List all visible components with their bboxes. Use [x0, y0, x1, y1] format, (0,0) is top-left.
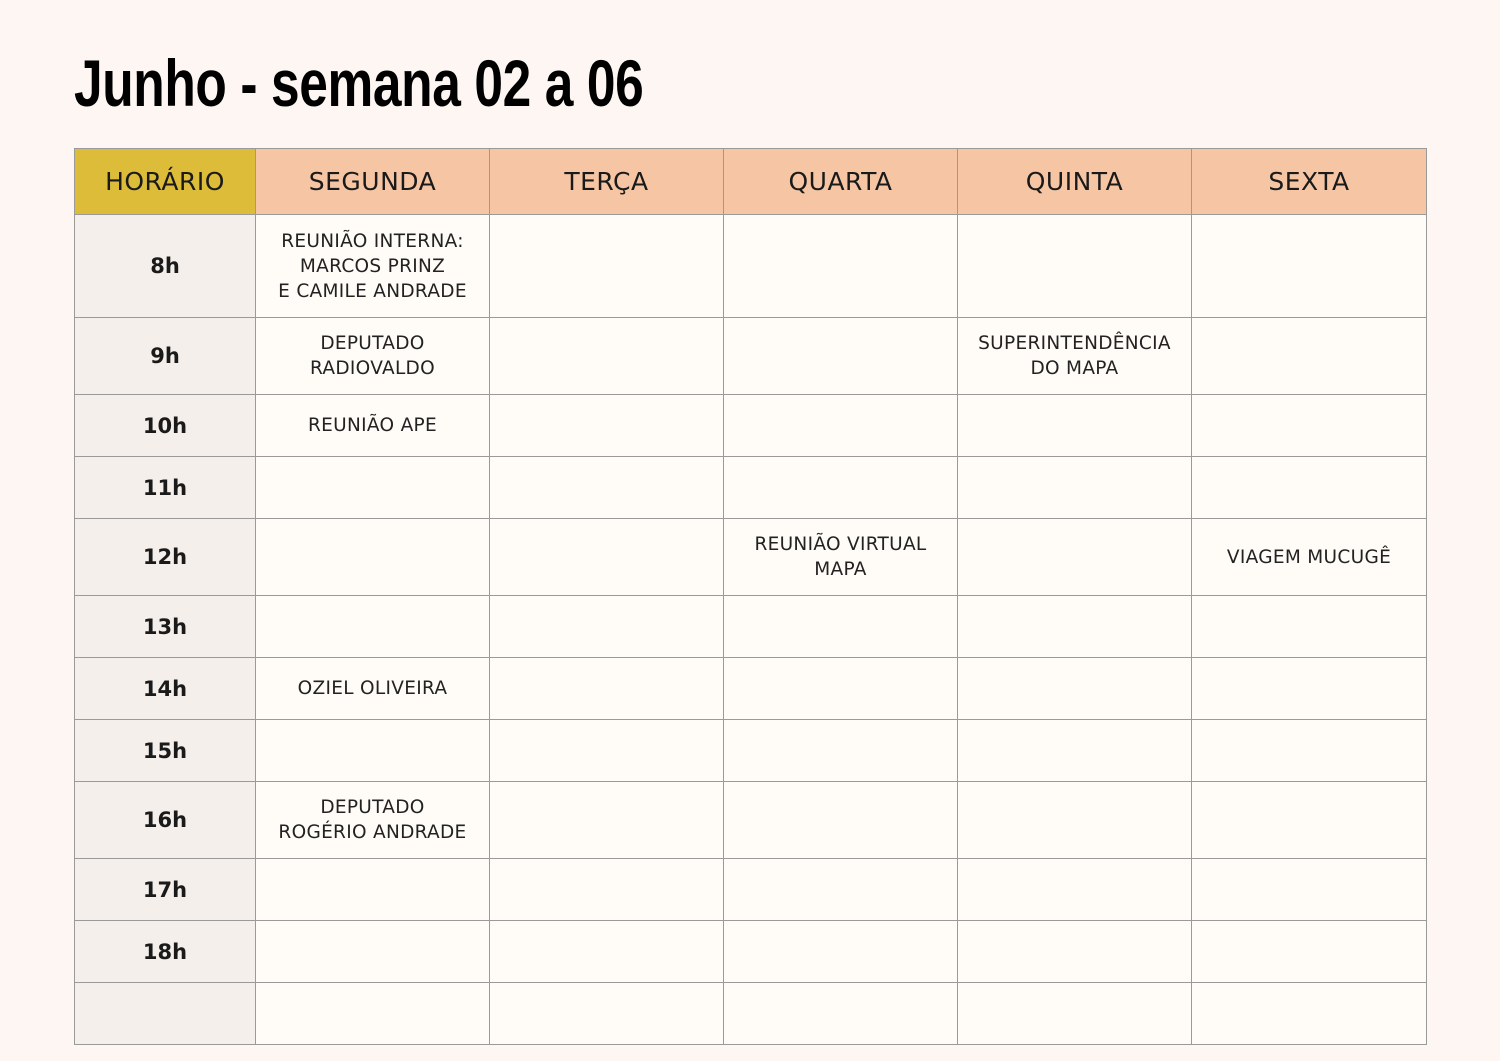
time-cell: 11h: [75, 457, 256, 519]
time-cell: 9h: [75, 318, 256, 395]
schedule-cell: REUNIÃO INTERNA: MARCOS PRINZ E CAMILE ANDRADE: [256, 215, 490, 318]
time-cell: 13h: [75, 596, 256, 658]
schedule-cell: [958, 596, 1192, 658]
time-cell: 14h: [75, 658, 256, 720]
schedule-cell: [724, 457, 958, 519]
header-row: [75, 149, 1427, 215]
table-row: [75, 983, 1427, 1045]
schedule-cell: [1192, 395, 1427, 457]
time-cell: [75, 983, 256, 1045]
schedule-cell: [490, 983, 724, 1045]
time-cell: 10h: [75, 395, 256, 457]
schedule-cell: SUPERINTENDÊNCIA DO MAPA: [958, 318, 1192, 395]
schedule-cell: [958, 859, 1192, 921]
table-row: [75, 318, 1427, 395]
schedule-cell: [1192, 658, 1427, 720]
schedule-cell: [490, 596, 724, 658]
schedule-cell: [256, 596, 490, 658]
time-cell: 8h: [75, 215, 256, 318]
schedule-cell: [490, 215, 724, 318]
schedule-cell: [256, 921, 490, 983]
table-row: [75, 519, 1427, 596]
time-cell: 16h: [75, 782, 256, 859]
schedule-cell: [958, 658, 1192, 720]
schedule-cell: [1192, 457, 1427, 519]
schedule-cell: [958, 519, 1192, 596]
header-day-terca: TERÇA: [490, 149, 724, 215]
table-row: [75, 782, 1427, 859]
time-cell: 18h: [75, 921, 256, 983]
schedule-cell: [958, 215, 1192, 318]
schedule-cell: [1192, 859, 1427, 921]
schedule-cell: [490, 318, 724, 395]
schedule-cell: OZIEL OLIVEIRA: [256, 658, 490, 720]
header-day-segunda: SEGUNDA: [256, 149, 490, 215]
schedule-cell: [1192, 782, 1427, 859]
schedule-cell: [1192, 983, 1427, 1045]
schedule-cell: [256, 457, 490, 519]
schedule-cell: [724, 596, 958, 658]
schedule-body: [75, 215, 1427, 1045]
schedule-cell: DEPUTADO RADIOVALDO: [256, 318, 490, 395]
time-cell: 12h: [75, 519, 256, 596]
time-cell: 17h: [75, 859, 256, 921]
header-day-quinta: QUINTA: [958, 149, 1192, 215]
schedule-cell: [724, 395, 958, 457]
schedule-cell: [724, 318, 958, 395]
header-time: HORÁRIO: [75, 149, 256, 215]
schedule-cell: [490, 395, 724, 457]
schedule-cell: REUNIÃO VIRTUAL MAPA: [724, 519, 958, 596]
time-cell: 15h: [75, 720, 256, 782]
schedule-cell: [1192, 318, 1427, 395]
schedule-cell: [490, 658, 724, 720]
schedule-cell: [256, 859, 490, 921]
page-title: Junho - semana 02 a 06: [74, 46, 644, 120]
table-row: [75, 720, 1427, 782]
weekly-schedule-table: [74, 148, 1427, 1045]
table-row: [75, 457, 1427, 519]
schedule-cell: [724, 720, 958, 782]
schedule-cell: [724, 921, 958, 983]
schedule-cell: [1192, 215, 1427, 318]
schedule-cell: [958, 921, 1192, 983]
schedule-cell: [490, 859, 724, 921]
schedule-cell: [490, 720, 724, 782]
table-row: [75, 859, 1427, 921]
schedule-cell: [256, 519, 490, 596]
schedule-cell: [1192, 596, 1427, 658]
schedule-cell: [724, 215, 958, 318]
table-row: [75, 921, 1427, 983]
schedule-cell: [1192, 720, 1427, 782]
schedule-cell: [958, 983, 1192, 1045]
schedule-cell: [256, 720, 490, 782]
schedule-cell: [490, 782, 724, 859]
schedule-cell: [490, 921, 724, 983]
schedule-cell: DEPUTADO ROGÉRIO ANDRADE: [256, 782, 490, 859]
schedule-cell: [958, 782, 1192, 859]
schedule-cell: [958, 720, 1192, 782]
schedule-cell: [958, 395, 1192, 457]
table-row: [75, 596, 1427, 658]
schedule-cell: [724, 983, 958, 1045]
header-day-quarta: QUARTA: [724, 149, 958, 215]
header-day-sexta: SEXTA: [1192, 149, 1427, 215]
schedule-cell: [724, 658, 958, 720]
table-row: [75, 215, 1427, 318]
schedule-cell: [1192, 921, 1427, 983]
table-row: [75, 395, 1427, 457]
schedule-cell: [958, 457, 1192, 519]
schedule-cell: [490, 457, 724, 519]
schedule-cell: [724, 782, 958, 859]
schedule-cell: [724, 859, 958, 921]
schedule-cell: [490, 519, 724, 596]
schedule-cell: [256, 983, 490, 1045]
schedule-cell: REUNIÃO APE: [256, 395, 490, 457]
schedule-cell: VIAGEM MUCUGÊ: [1192, 519, 1427, 596]
table-row: [75, 658, 1427, 720]
